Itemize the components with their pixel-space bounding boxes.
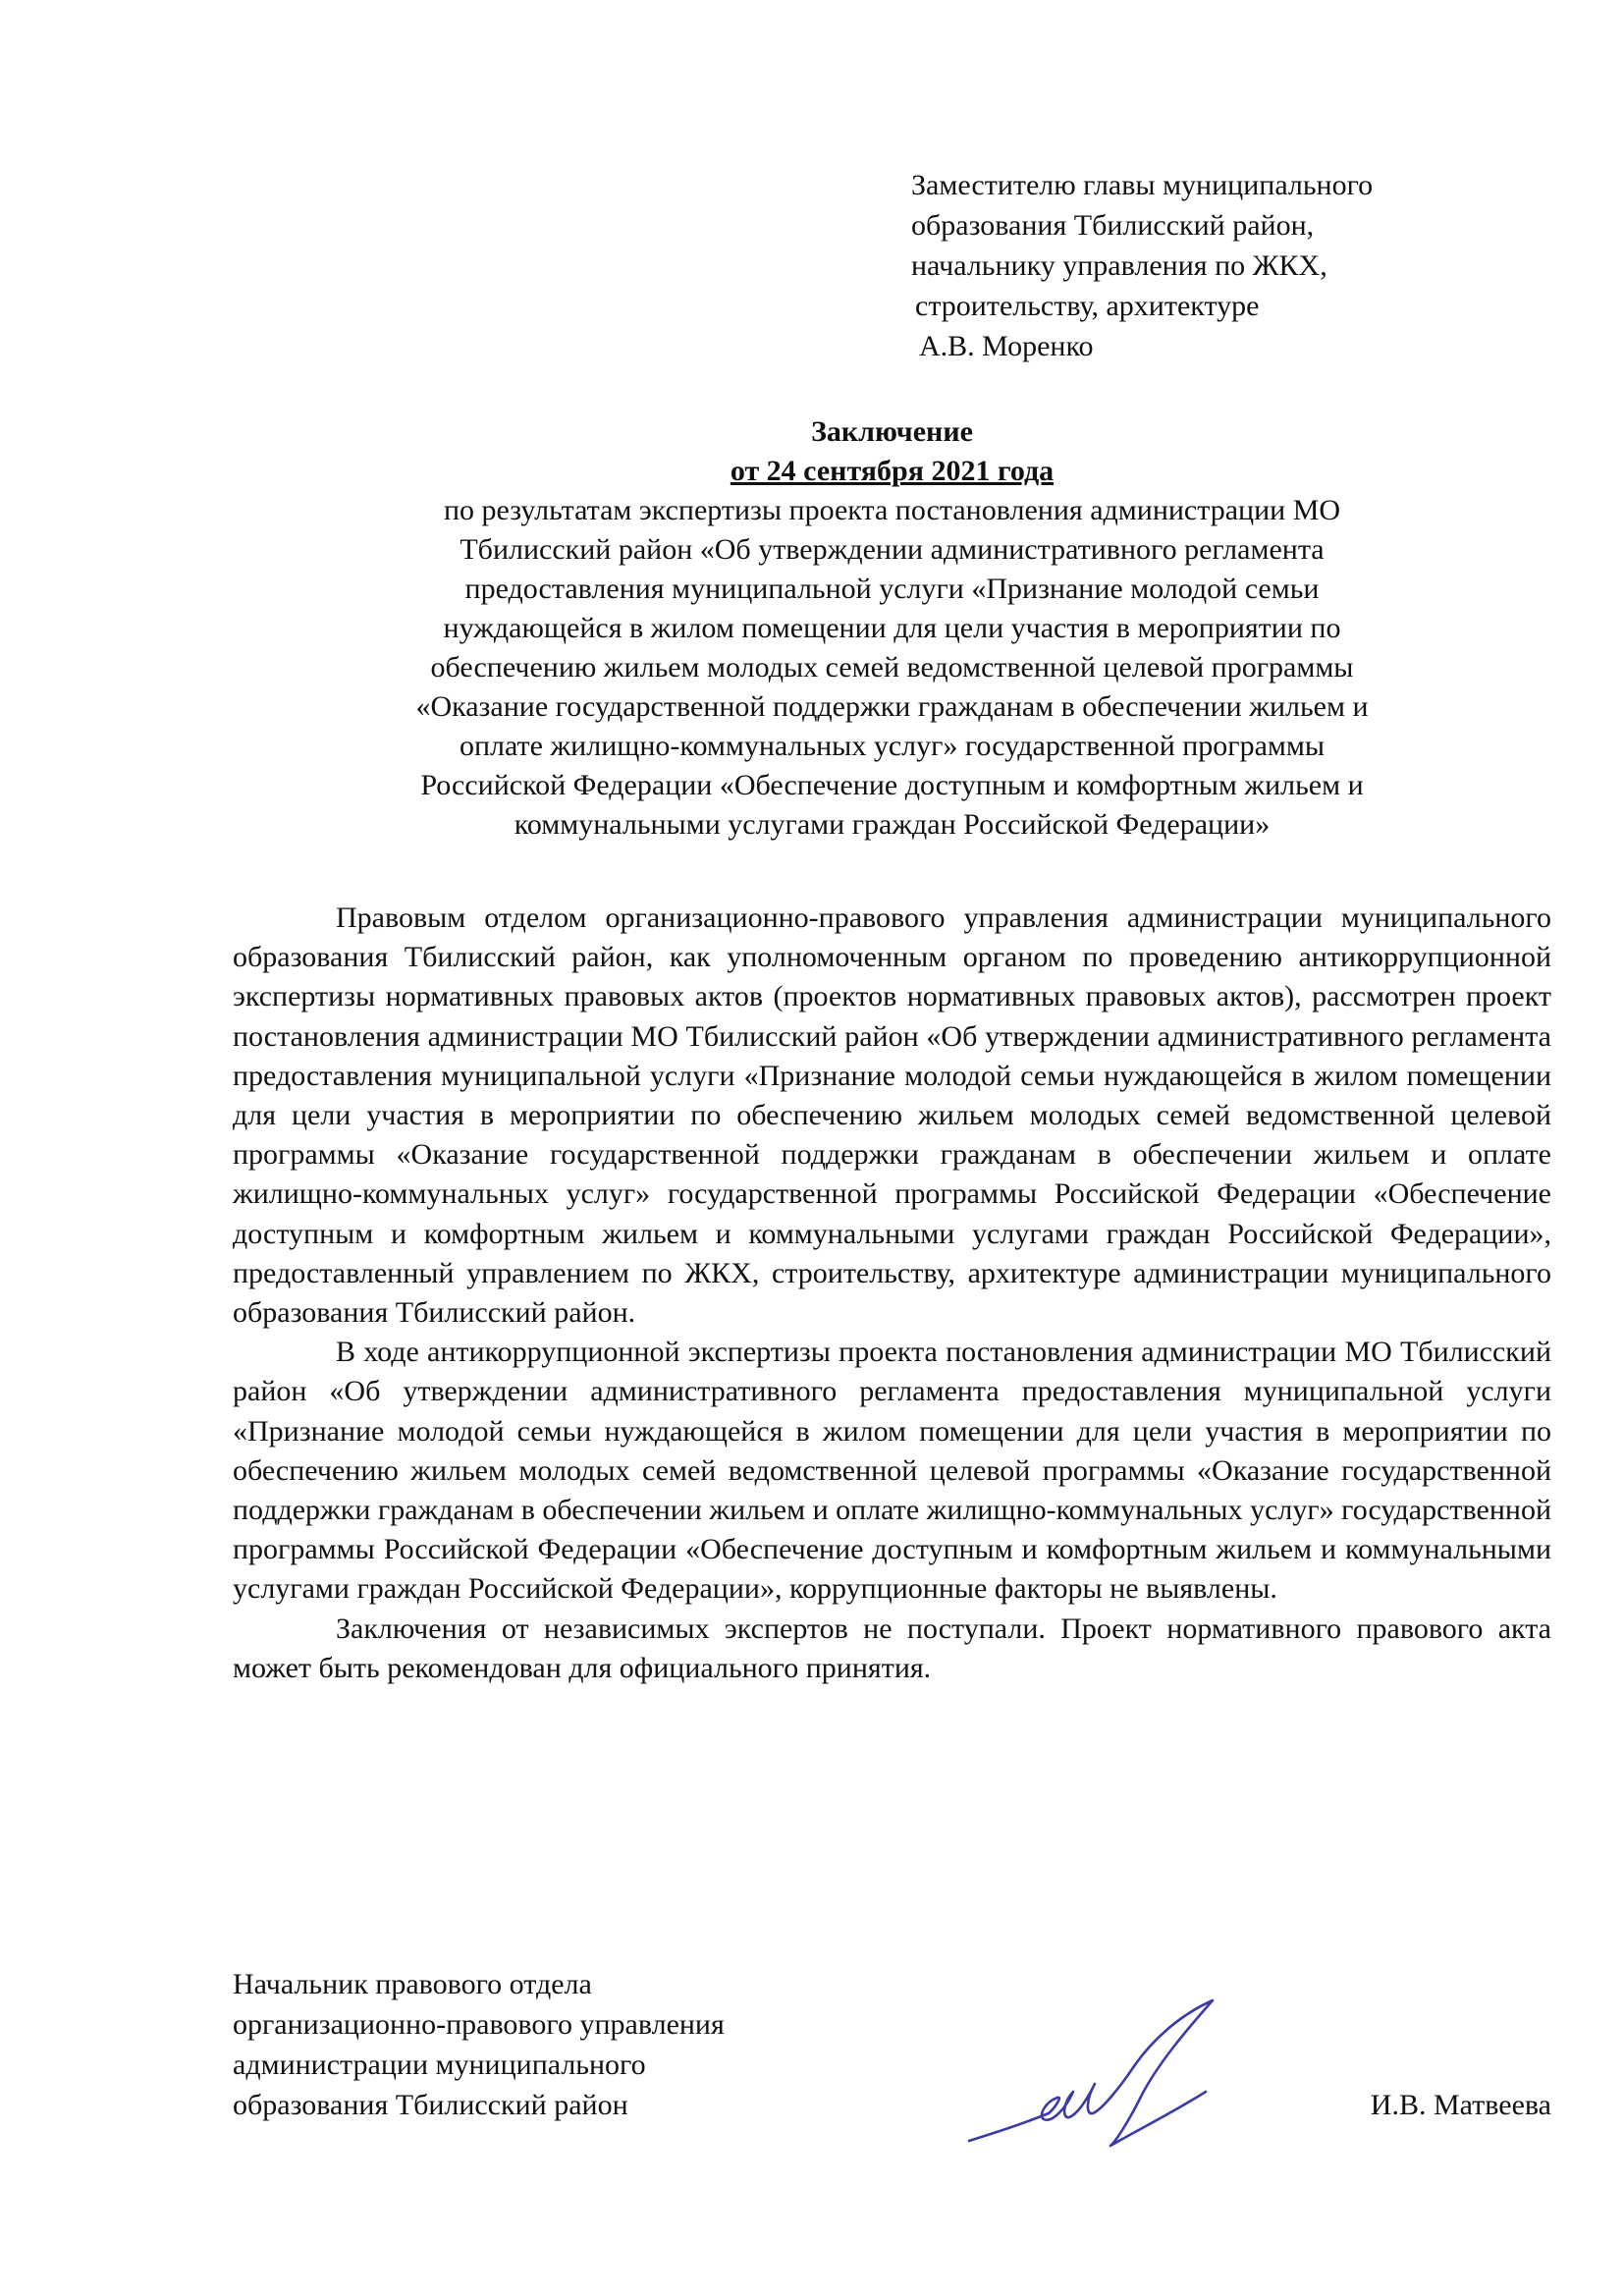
subject-line: Российской Федерации «Обеспечение доступным и комфортным жильем и	[420, 769, 1364, 801]
document-body	[233, 899, 1551, 1688]
body-paragraph: Заключения от независимых экспертов не поступали. Проект нормативного правового акта может быть рекомендован для официального принятия.	[233, 1612, 1551, 1684]
position-line: образования Тбилисский район	[233, 2089, 628, 2121]
handwritten-signature	[955, 1986, 1250, 2182]
signature-block	[233, 1964, 1551, 2160]
body-paragraph: В ходе антикоррупционной экспертизы проекта постановления администрации МО Тбилисский район «Об утверждении административного регламента предоставления муниципальной услуги «Признание молодой семьи нуждающейся в жилом помещении для цели участия в мероприятии по обеспечению жильем молодых семей ведомственной целевой программы «Оказание государственной поддержки гражданам в обеспечении жильем и оплате жилищно-коммунальных услуг» государственной программы Российской Федерации «Обеспечение доступным и комфортным жильем и коммунальными услугами граждан Российской Федерации», коррупционные факторы не выявлены.	[233, 1336, 1551, 1606]
subject-line: предоставления муниципальной услуги «Признание молодой семьи	[464, 573, 1320, 605]
addressee-line: строительству, архитектуре	[915, 290, 1260, 322]
subject-line: оплате жилищно-коммунальных услуг» государственной программы	[459, 730, 1326, 762]
position-line: Начальник правового отдела	[233, 1968, 592, 2000]
addressee-name: А.В. Моренко	[919, 330, 1094, 362]
body-paragraph: Правовым отделом организационно-правового управления администрации муниципального образования Тбилисский район, как уполномоченным органом по проведению антикоррупционной экспертизы нормативных правовых актов (проектов нормативных правовых актов), рассмотрен проект постановления администрации МО Тбилисский район «Об утверждении административного регламента предоставления муниципальной услуги «Признание молодой семьи нуждающейся в жилом помещении для цели участия в мероприятии по обеспечению жильем молодых семей ведомственной целевой программы «Оказание государственной поддержки гражданам в обеспечении жильем и оплате жилищно-коммунальных услуг» государственной программы Российской Федерации «Обеспечение доступным и комфортным жильем и коммунальными услугами граждан Российской Федерации», предоставленный управлением по ЖКХ, строительству, архитектуре администрации муниципального образования Тбилисский район.	[233, 902, 1551, 1330]
signature-strokes	[969, 2000, 1213, 2146]
addressee-line: начальнику управления по ЖКХ,	[911, 249, 1327, 282]
addressee-line: Заместителю главы муниципального	[911, 169, 1374, 201]
position-line: организационно-правового управления	[233, 2008, 725, 2041]
signatory-position	[233, 1964, 881, 2125]
document-subject	[233, 491, 1551, 845]
addressee-block	[911, 165, 1540, 366]
addressee-line: образования Тбилисский район,	[911, 209, 1315, 242]
subject-line: обеспечению жильем молодых семей ведомственной целевой программы	[430, 651, 1354, 683]
document-title: Заключение	[811, 415, 973, 448]
subject-line: Тбилисский район «Об утверждении административного регламента	[460, 533, 1325, 566]
position-line: администрации муниципального	[233, 2049, 646, 2081]
signatory-name: И.В. Матвеева	[1370, 2089, 1551, 2121]
document-date: от 24 сентября 2021 года	[730, 455, 1055, 487]
document-heading	[233, 412, 1551, 845]
subject-line: коммунальными услугами граждан Российской Федерации»	[514, 808, 1271, 841]
subject-line: нуждающейся в жилом помещении для цели участия в мероприятии по	[443, 612, 1341, 644]
subject-line: по результатам экспертизы проекта постановления администрации МО	[443, 494, 1341, 526]
subject-line: «Оказание государственной поддержки гражданам в обеспечении жильем и	[415, 690, 1369, 723]
